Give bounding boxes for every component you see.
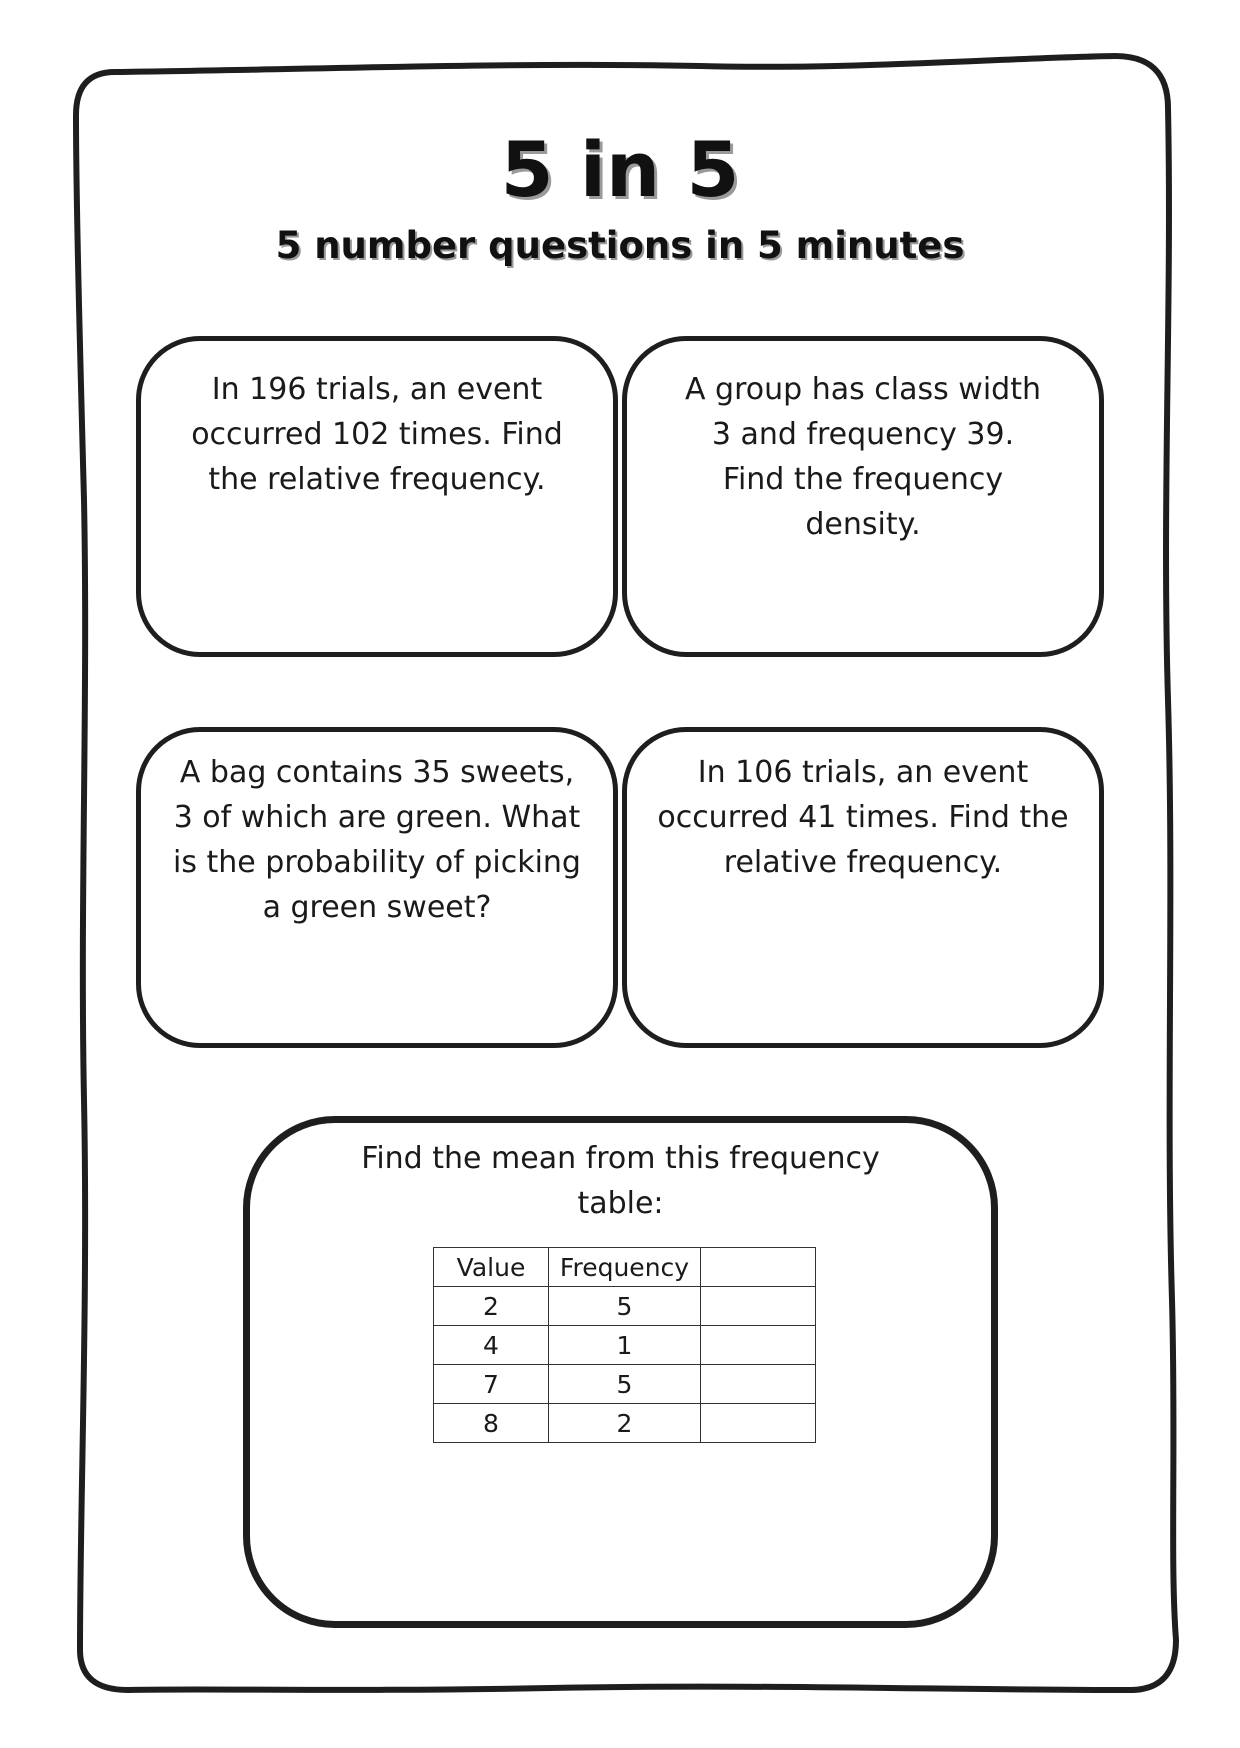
table-cell-frequency: 1 [549,1326,701,1365]
table-cell-frequency: 5 [549,1365,701,1404]
table-cell-blank [701,1404,816,1443]
table-row [434,1326,816,1365]
table-cell-value: 2 [434,1287,549,1326]
table-row [434,1404,816,1443]
table-cell-blank [701,1365,816,1404]
table-cell-blank [701,1287,816,1326]
question-text: A bag contains 35 sweets, 3 of which are green. What is the probability of picking a green sweet? [173,755,581,925]
question-text: In 106 trials, an event occurred 41 times. Find the relative frequency. [657,755,1069,880]
question-card-4 [622,727,1104,1048]
question-card-3 [136,727,618,1048]
table-row [434,1287,816,1326]
question-text: In 196 trials, an event occurred 102 times. Find the relative frequency. [191,372,563,497]
column-header-blank [701,1248,816,1287]
frequency-table [433,1247,816,1443]
question-text: Find the mean from this frequency table: [361,1141,880,1221]
table-cell-blank [701,1326,816,1365]
table-cell-value: 7 [434,1365,549,1404]
question-card-2 [622,336,1104,657]
question-text: A group has class width 3 and frequency 39. Find the frequency density. [685,372,1041,542]
page-title: 5 in 5 [500,125,740,214]
table-row [434,1365,816,1404]
table-cell-value: 8 [434,1404,549,1443]
table-cell-value: 4 [434,1326,549,1365]
column-header-value: Value [434,1248,549,1287]
page-subtitle: 5 number questions in 5 minutes [275,224,965,267]
table-cell-frequency: 2 [549,1404,701,1443]
column-header-frequency: Frequency [549,1248,701,1287]
table-header-row [434,1248,816,1287]
question-card-5 [243,1116,998,1628]
table-cell-frequency: 5 [549,1287,701,1326]
question-card-1 [136,336,618,657]
